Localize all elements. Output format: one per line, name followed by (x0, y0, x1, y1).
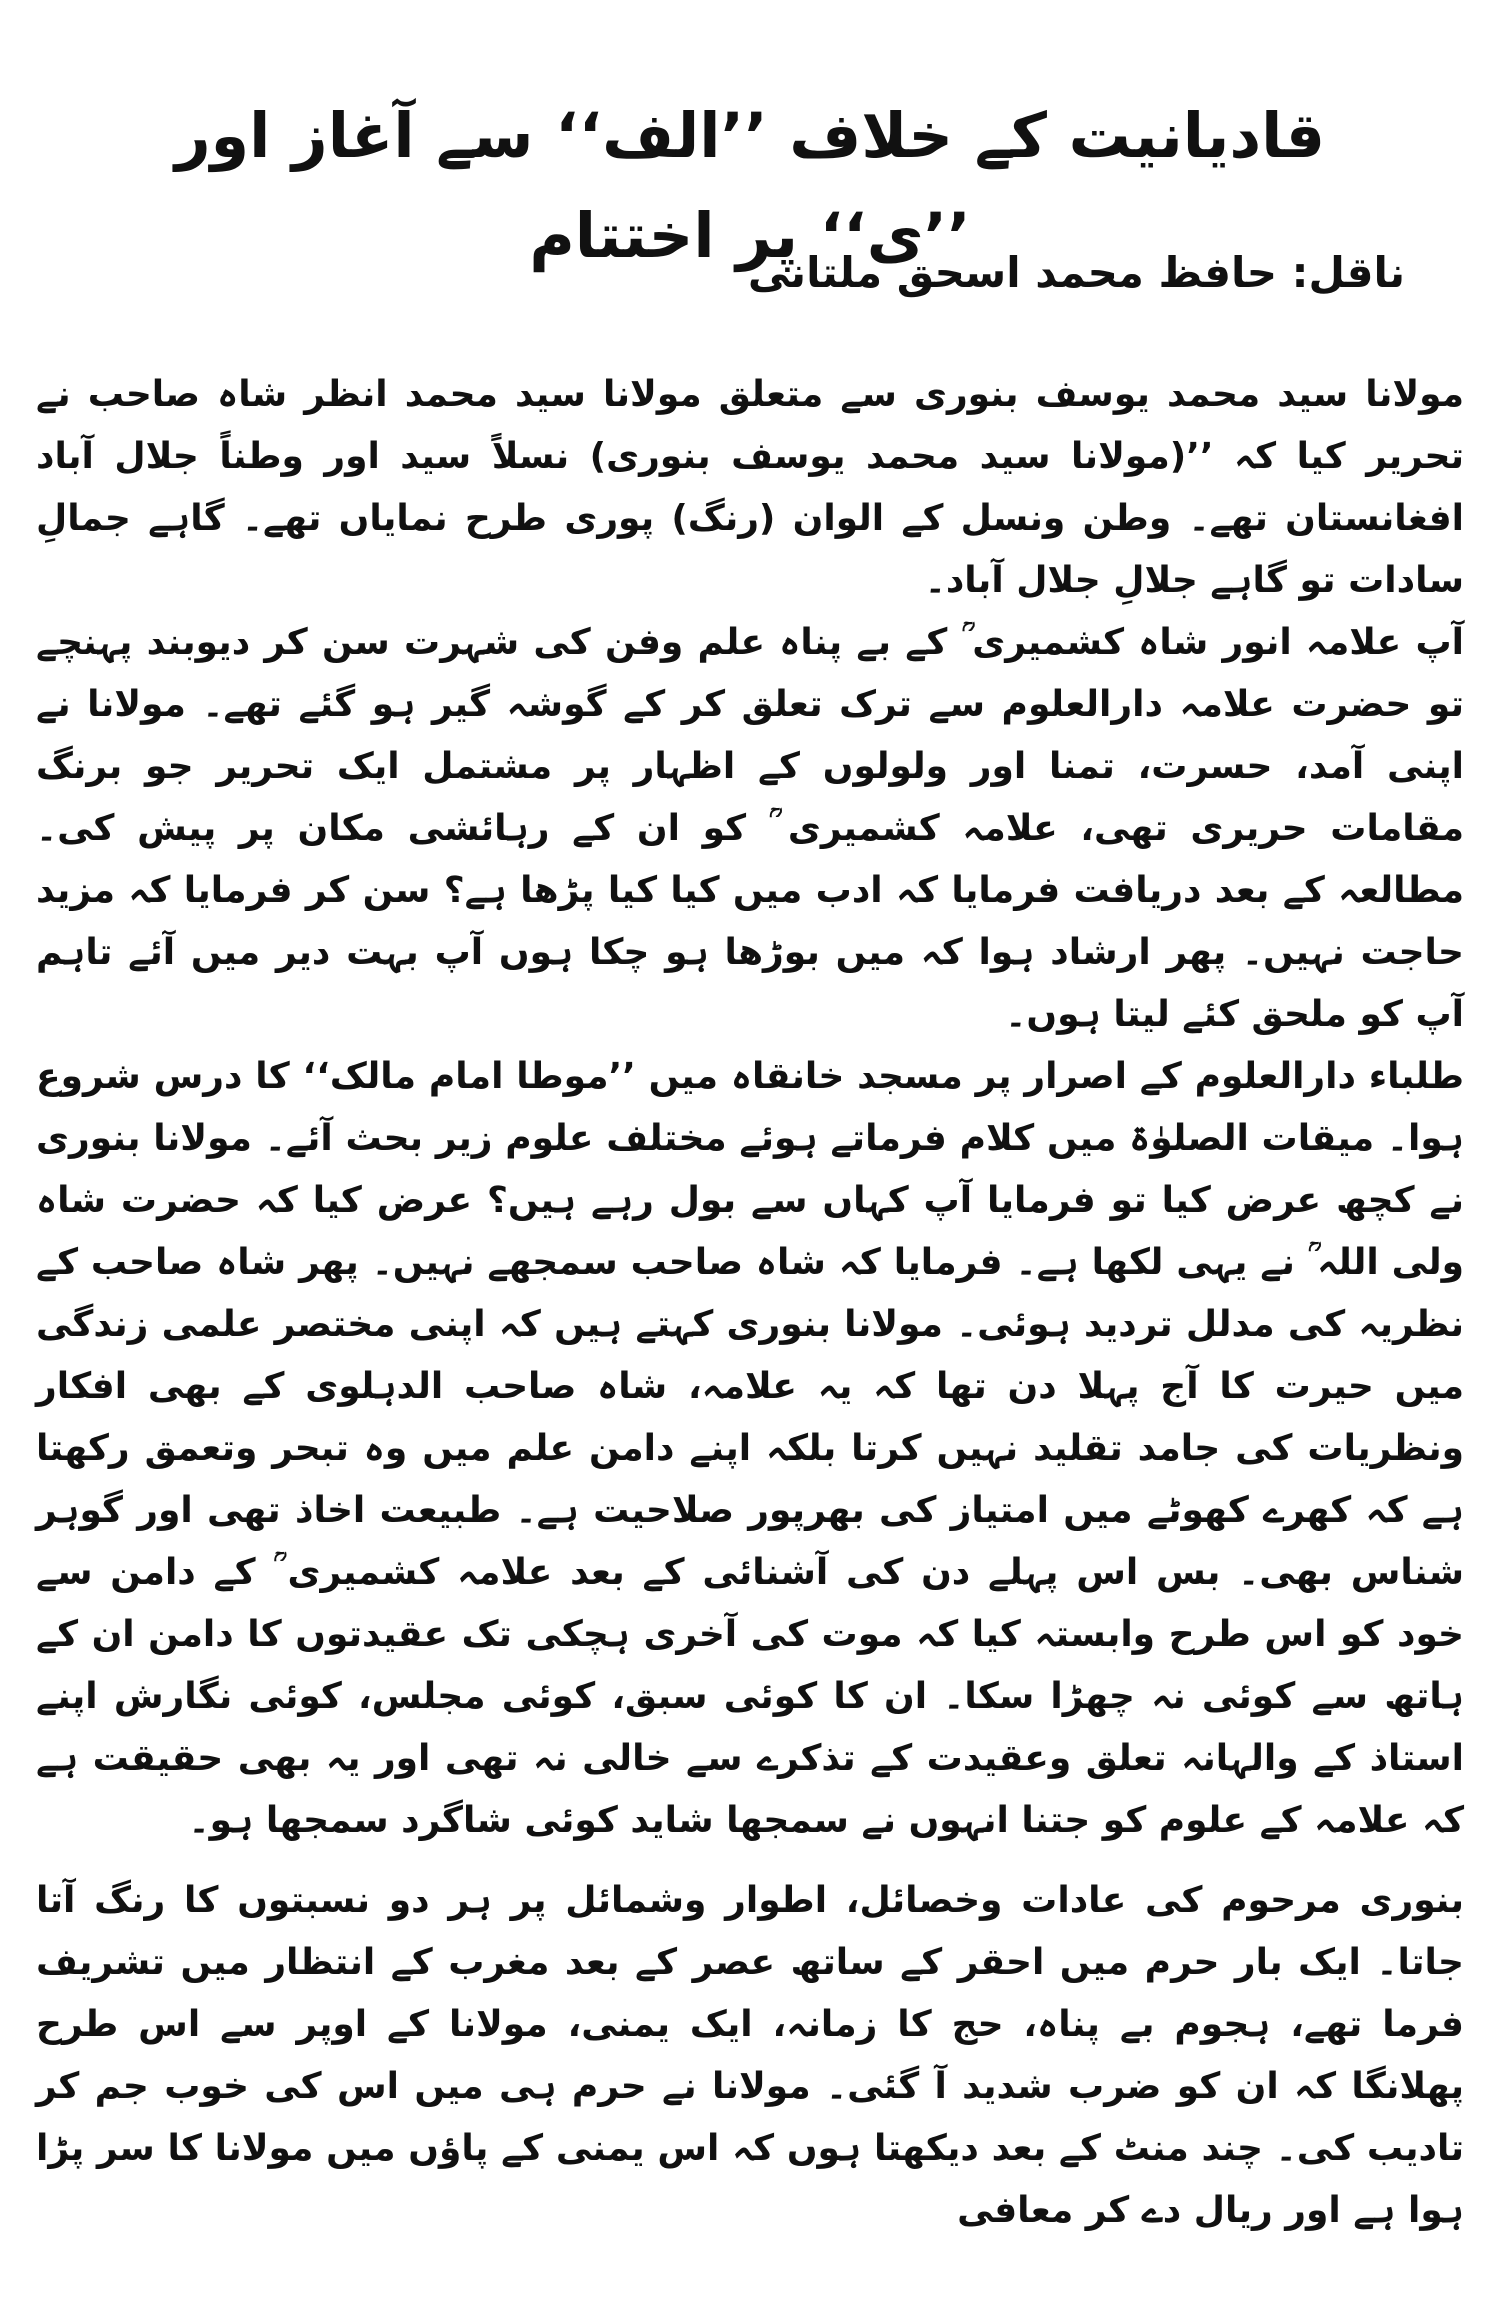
paragraph: طلباء دارالعلوم کے اصرار پر مسجد خانقاہ میں ’’موطا امام مالک‘‘ کا درس شروع ہوا۔ میقات الصلوٰۃ میں کلام فرماتے ہوئے مختلف علوم زیر بحث آئے۔ مولانا بنوری نے کچھ عرض کیا تو فرمایا آپ کہاں سے بول رہے ہیں؟ عرض کیا کہ حضرت شاہ ولی اللہ ؒ نے یہی لکھا ہے۔ فرمایا کہ شاہ صاحب سمجھے نہیں۔ پھر شاہ صاحب کے نظریہ کی مدلل تردید ہوئی۔ مولانا بنوری کہتے ہیں کہ اپنی مختصر علمی زندگی میں حیرت کا آج پہلا دن تھا کہ یہ علامہ، شاہ صاحب الدہلوی کے بھی افکار ونظریات کی جامد تقلید نہیں کرتا بلکہ اپنے دامن علم میں وہ تبحر وتعمق رکھتا ہے کہ کھرے کھوٹے میں امتیاز کی بھرپور صلاحیت ہے۔ طبیعت اخاذ تھی اور گوہر شناس بھی۔ بس اس پہلے دن کی آشنائی کے بعد علامہ کشمیری ؒ کے دامن سے خود کو اس طرح وابستہ کیا کہ موت کی آخری ہچکی تک عقیدتوں کا دامن ان کے ہاتھ سے کوئی نہ چھڑا سکا۔ ان کا کوئی سبق، کوئی مجلس، کوئی نگارش اپنے استاذ کے والہانہ تعلق وعقیدت کے تذکرے سے خالی نہ تھی اور یہ بھی حقیقت ہے کہ علامہ کے علوم کو جتنا انہوں نے سمجھا شاید کوئی شاگرد سمجھا ہو۔ (36, 1056, 1464, 1841)
article-body (36, 364, 1464, 2242)
paragraph: مولانا سید محمد یوسف بنوری سے متعلق مولانا سید محمد انظر شاہ صاحب نے تحریر کیا کہ ’’(مولانا سید محمد یوسف بنوری) نسلاً سید اور وطناً جلال آباد افغانستان تھے۔ وطن ونسل کے الوان (رنگ) پوری طرح نمایاں تھے۔ گاہے جمالِ سادات تو گاہے جلالِ جلال آباد۔ (36, 374, 1464, 601)
paragraph: بنوری مرحوم کی عادات وخصائل، اطوار وشمائل پر ہر دو نسبتوں کا رنگ آتا جاتا۔ ایک بار حرم میں احقر کے ساتھ عصر کے بعد مغرب کے انتظار میں تشریف فرما تھے، ہجوم بے پناہ، حج کا زمانہ، ایک یمنی، مولانا کے اوپر سے اس طرح پھلانگا کہ ان کو ضرب شدید آ گئی۔ مولانا نے حرم ہی میں اس کی خوب جم کر تادیب کی۔ چند منٹ کے بعد دیکھتا ہوں کہ اس یمنی کے پاؤں میں مولانا کا سر پڑا ہوا ہے اور ریال دے کر معافی (36, 1880, 1464, 2231)
article-byline: ناقل: حافظ محمد اسحق ملتانی (747, 248, 1405, 297)
article-title: قادیانیت کے خلاف ’’الف‘‘ سے آغاز اور ’’ی‘‘ پر اختتام (174, 99, 1326, 272)
paragraph: آپ علامہ انور شاہ کشمیری ؒ کے بے پناہ علم وفن کی شہرت سن کر دیوبند پہنچے تو حضرت علامہ دارالعلوم سے ترک تعلق کر کے گوشہ گیر ہو گئے تھے۔ مولانا نے اپنی آمد، حسرت، تمنا اور ولولوں کے اظہار پر مشتمل ایک تحریر جو برنگ مقامات حریری تھی، علامہ کشمیری ؒ کو ان کے رہائشی مکان پر پیش کی۔ مطالعہ کے بعد دریافت فرمایا کہ ادب میں کیا کیا پڑھا ہے؟ سن کر فرمایا کہ مزید حاجت نہیں۔ پھر ارشاد ہوا کہ میں بوڑھا ہو چکا ہوں آپ بہت دیر میں آئے تاہم آپ کو ملحق کئے لیتا ہوں۔ (36, 622, 1464, 1035)
